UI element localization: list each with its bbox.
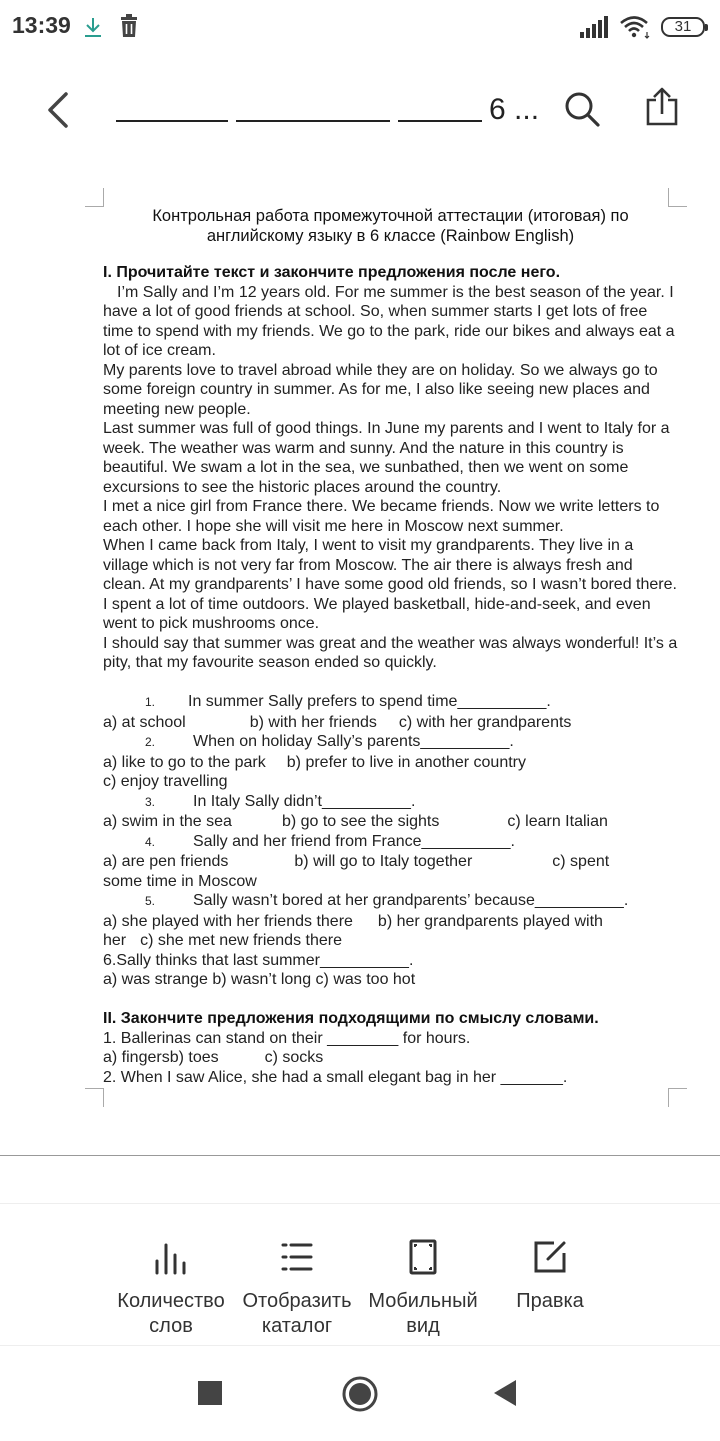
question-1: 1. In summer Sally prefers to spend time__________.: [145, 693, 551, 710]
circle-home-icon[interactable]: [341, 1375, 379, 1413]
paragraph: When I came back from Italy, I went to visit my grandparents. They live in a village which is not very far from Moscow. The air there is always fresh and clean. At my grandparents’ I have some good old friends, so I wasn’t bored there. I spent a lot of time outdoors. We played basketball, hide-and-seek, and even went to pick mushrooms once.: [103, 537, 677, 632]
question-4-answers-cont: some time in Moscow: [103, 872, 257, 890]
share-icon[interactable]: [643, 86, 681, 128]
square-icon[interactable]: [198, 1381, 222, 1405]
content-divider: [0, 1155, 720, 1156]
title-redacted-segment: [398, 120, 482, 122]
section-2-heading: II. Закончите предложения подходящими по смыслу словами.: [103, 1010, 599, 1027]
question-2-answer-c: c) enjoy travelling: [103, 773, 228, 790]
search-icon[interactable]: [562, 89, 602, 129]
question-2: 2. When on holiday Sally’s parents__________.: [145, 733, 514, 750]
page-corner-mark: [85, 1088, 104, 1107]
paragraph: I’m Sally and I’m 12 years old. For me summer is the best season of the year. I have a lot of good friends at school. So, when summer starts I get lots of free time to spend with my friends. We go to the park, ride our bikes and always eat a lot of ice cream.: [103, 283, 675, 359]
question-6-answers: a) was strange b) wasn’t long c) was too hot: [103, 971, 416, 988]
question-4: 4. Sally and her friend from France__________.: [145, 832, 515, 850]
question-3: 3. In Italy Sally didn’t__________.: [145, 792, 416, 810]
question-1-answers: a) at school b) with her friends c) with her grandparents: [103, 713, 572, 731]
trash-icon: [119, 14, 139, 38]
wifi-icon: [619, 15, 651, 39]
question-5-answers: a) she played with her friends there b) her grandparents played with: [103, 912, 603, 930]
menu-divider: [0, 1203, 720, 1204]
page-corner-mark: [668, 1088, 687, 1107]
paragraph: I met a nice girl from France there. We became friends. Now we write letters to each other. I hope she will visit me here in Moscow next summer.: [103, 498, 660, 535]
question-3-answers: a) swim in the sea b) go to see the sights c) learn Italian: [103, 813, 608, 830]
page-corner-mark: [85, 188, 104, 207]
section-2-line-2: 2. When I saw Alice, she had a small elegant bag in her _______.: [103, 1068, 568, 1086]
section-2-line-1: 1. Ballerinas can stand on their ________ for hours.: [103, 1029, 471, 1047]
question-4-answers: a) are pen friends b) will go to Italy together c) spent: [103, 853, 610, 870]
paragraph: Last summer was full of good things. In June my parents and I went to Italy for a week. The weather was warm and sunny. And the nature in this country is beautiful. We swam a lot in the sea, we sunbathed, then we went on some excursions to see the historic places around the country.: [103, 420, 670, 496]
battery-indicator: 31: [661, 17, 705, 37]
title-redacted-segment: [116, 120, 228, 122]
title-suffix: 6 ...: [489, 93, 540, 126]
system-nav-bar: [0, 1345, 720, 1441]
word-count-button[interactable]: Количество слов: [108, 1237, 234, 1339]
status-time: 13:39: [12, 12, 71, 38]
paragraph: I should say that summer was great and the weather was always wonderful! It’s a pity, that my favourite season ended so quickly.: [103, 634, 678, 671]
mobile-view-button[interactable]: Мобильный вид: [360, 1237, 486, 1339]
title-redacted-segment: [236, 120, 390, 122]
mobile-view-icon: [403, 1237, 443, 1277]
section-2-line-1-answers: a) fingersb) toes c) socks: [103, 1049, 324, 1066]
download-icon: [82, 16, 104, 38]
bar-chart-icon: [151, 1237, 191, 1277]
chevron-left-icon[interactable]: [38, 86, 78, 134]
show-catalog-button[interactable]: Отобразить каталог: [234, 1237, 360, 1339]
question-5: 5. Sally wasn’t bored at her grandparents’ because__________.: [145, 892, 629, 909]
document-heading: Контрольная работа промежуточной аттестации (итоговая) по английскому языку в 6 классе (Rainbow English): [152, 207, 629, 245]
question-5-answers-cont: her c) she met new friends there: [103, 932, 342, 949]
paragraph: My parents love to travel abroad while they are on holiday. So we always go to some foreign country in summer. As for me, I also like seeing new places and meeting new people.: [103, 361, 658, 418]
section-1-heading: I. Прочитайте текст и закончите предложения после него.: [103, 264, 561, 281]
question-2-answers: a) like to go to the park b) prefer to live in another country: [103, 753, 526, 771]
question-6: 6.Sally thinks that last summer__________.: [103, 951, 414, 969]
triangle-back-icon[interactable]: [494, 1380, 518, 1406]
list-icon: [277, 1237, 317, 1277]
page-corner-mark: [668, 188, 687, 207]
signal-icon: [580, 16, 610, 38]
document-toolbar: [0, 56, 720, 166]
edit-button[interactable]: Правка: [496, 1237, 604, 1314]
edit-icon: [530, 1237, 570, 1277]
status-bar: [0, 0, 720, 56]
document-content: [103, 206, 678, 1087]
